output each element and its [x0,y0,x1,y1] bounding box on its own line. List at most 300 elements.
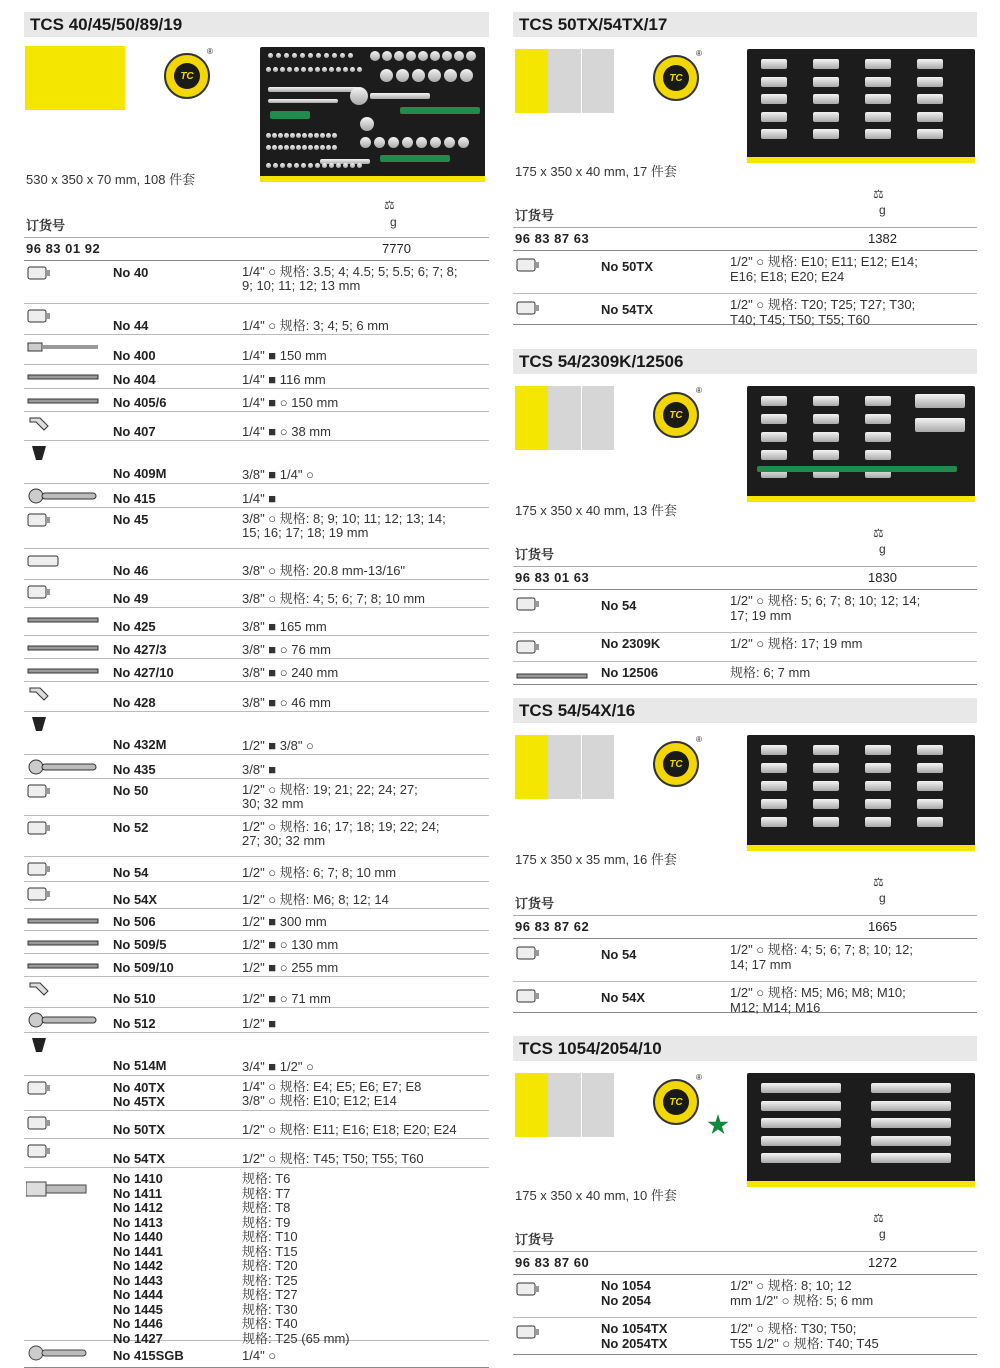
item-spec-2: 17; 19 mm [730,608,792,623]
socket-icon [515,944,591,967]
tool-piece [302,145,307,150]
item-name: No 40TX [113,1080,166,1095]
item-name: No 44 [113,318,149,333]
tool-piece [416,137,427,148]
tool-piece [917,59,943,69]
grey-swatch [548,1073,581,1137]
list-item [24,977,489,1008]
bit-name: No 1411 [113,1185,163,1201]
table-header: ⚖ g 订货号 [513,1209,977,1252]
item-name: No 54 [601,947,637,962]
tool-piece [394,51,404,61]
socket-icon [26,583,102,606]
item-list [24,261,489,1168]
item-name: No 49 [113,591,149,606]
socket-icon [26,782,102,805]
tool-piece [360,117,374,131]
section-title: TCS 54/2309K/12506 [513,349,977,374]
hero: TC ® 175 x 350 x 40 mm, 17 件套 [513,37,977,185]
section-title: TCS 50TX/54TX/17 [513,12,977,37]
item-spec-2: 15; 16; 17; 18; 19 mm [242,525,369,540]
item-name: No 50TX [601,259,654,274]
tool-piece [813,414,839,424]
list-item [24,954,489,977]
bit-spec: 规格: T10 [242,1229,298,1244]
bit-spec: 规格: T20 [242,1258,298,1273]
item-name-2: No 45TX [113,1094,166,1109]
ratchet-icon [26,758,102,781]
dimensions: 175 x 350 x 35 mm, 16 件套 [515,852,677,867]
tool-piece [813,129,839,139]
tool-piece [350,67,355,72]
list-item [513,294,977,325]
tool-piece [301,163,306,168]
item-spec-2: E16; E18; E20; E24 [730,269,845,284]
item-spec: 1/2" ■ ○ 255 mm [242,960,339,975]
list-item [24,659,489,682]
section-title: TCS 54/54X/16 [513,698,977,723]
item-name: No 52 [113,820,149,835]
bit-names [113,1172,163,1346]
tool-piece [370,51,380,61]
bit-spec: 规格: T9 [242,1214,291,1230]
tool-piece [761,781,787,791]
list-item [24,608,489,636]
list-item [24,389,489,412]
item-name: No 427/10 [113,665,174,680]
tool-piece [813,112,839,122]
list-item [24,335,489,365]
socket-icon [26,1079,102,1102]
tool-piece [316,53,321,58]
item-spec: 3/8" ■ [242,762,277,777]
socket-icon [26,307,102,330]
joint-icon [26,415,102,438]
item-name: No 54 [601,598,637,613]
ratchet-icon [26,1344,96,1365]
tool-piece [340,53,345,58]
item-name: No 54X [113,892,158,907]
tool-piece [871,1101,951,1111]
item-spec: 1/4" ■ [242,491,277,506]
tool-piece [266,145,271,150]
item-spec-2: mm 1/2" ○ 规格: 5; 6 mm [730,1293,874,1308]
item-spec: 规格: 6; 7 mm [730,665,811,680]
tool-piece [761,94,787,104]
tool-piece [336,163,341,168]
tool-piece [917,817,943,827]
item-name: No 12506 [601,665,659,680]
tc-system-badge-icon: TC [653,1079,699,1125]
table-header: ⚖ g 订货号 [513,524,977,567]
tc-system-badge-icon: TC [653,741,699,787]
bit-name: No 1445 [113,1301,163,1317]
item-spec: 1/2" ○ 规格: 19; 21; 22; 24; 27; [242,782,418,797]
list-item [24,909,489,931]
yellow-swatch [515,735,548,799]
grey-swatch [582,49,614,113]
item-name-2: No 2054TX [601,1336,668,1351]
tool-piece [308,145,313,150]
item-name: No 409M [113,466,167,481]
bit-spec: 规格: T6 [242,1171,291,1186]
tool-piece [761,817,787,827]
tool-piece [865,396,891,406]
tool-piece [273,67,278,72]
tool-piece [280,67,285,72]
tool-piece [296,145,301,150]
tool-piece [917,112,943,122]
bit-spec: 规格: T7 [242,1185,291,1201]
bit-name: No 1441 [113,1243,163,1259]
item-spec: 1/2" ○ 规格: M5; M6; M8; M10; [730,985,906,1000]
weight-value: 1830 [868,570,897,585]
tc-system-badge-icon: TC [164,53,210,99]
tool-piece [761,432,787,442]
toolset-section [513,12,977,325]
tool-piece [272,133,277,138]
item-spec: 1/2" ■ ○ 71 mm [242,991,331,1006]
tool-piece [428,69,441,82]
item-name-2: No 2054 [601,1293,651,1308]
tool-piece [329,163,334,168]
tool-piece [871,1153,951,1163]
item-name: No 405/6 [113,395,167,410]
list-item [24,1076,489,1111]
item-name: No 415 [113,491,156,506]
adapter-icon [26,444,102,467]
item-spec: 1/2" ■ 300 mm [242,914,327,929]
item-spec: 3/8" ■ ○ 240 mm [242,665,339,680]
tool-piece [761,450,787,460]
tool-piece [871,1136,951,1146]
item-name: No 2309K [601,636,661,651]
item-spec: 1/4" ○ 规格: E4; E5; E6; E7; E8 [242,1079,422,1094]
list-item [24,441,489,484]
tool-piece [865,77,891,87]
tool-piece [284,133,289,138]
item-spec: 3/8" ■ ○ 46 mm [242,695,331,710]
tool-piece [917,94,943,104]
tool-piece [320,133,325,138]
item-name: No 54 [113,865,149,880]
grey-swatch [582,1073,614,1137]
socket-icon [26,860,102,883]
list-item [513,251,977,294]
list-item [24,508,489,549]
tool-piece [402,137,413,148]
toolset-section [513,349,977,685]
list-item [24,549,489,580]
section-title: TCS 40/45/50/89/19 [24,12,489,37]
hero: TC ® 175 x 350 x 40 mm, 10 件套 [513,1061,977,1209]
tool-piece [813,781,839,791]
order-row [513,228,977,251]
tool-piece [761,799,787,809]
socket-icon [26,264,102,287]
list-item [24,882,489,909]
hero: TC ® 530 x 350 x 70 mm, 108 件套 [24,37,489,195]
item-spec: 3/8" ○ 规格: 8; 9; 10; 11; 12; 13; 14; [242,511,446,526]
tool-piece [343,67,348,72]
tool-piece [292,53,297,58]
weight-value: 1382 [868,231,897,246]
tool-piece [329,67,334,72]
item-name: No 40 [113,265,149,280]
list-item [24,931,489,954]
tool-piece [865,763,891,773]
dimensions: 530 x 350 x 70 mm, 108 件套 [26,172,196,187]
item-name: No 509/5 [113,937,167,952]
tool-piece [412,69,425,82]
tc-system-badge-icon: TC [653,55,699,101]
tool-piece [266,133,271,138]
tool-piece [871,1118,951,1128]
list-item [24,857,489,882]
bit-name: No 1443 [113,1272,163,1288]
handle-icon [26,338,102,361]
tool-piece [757,466,957,472]
item-name: No 432M [113,737,167,752]
tool-piece [294,163,299,168]
tool-piece [430,137,441,148]
tool-piece [813,396,839,406]
tool-piece [296,133,301,138]
item-name: No 404 [113,372,156,387]
tool-piece [761,129,787,139]
bit-list-row [24,1168,489,1346]
tool-piece [865,799,891,809]
tool-piece [761,763,787,773]
item-spec: 3/8" ■ ○ 76 mm [242,642,331,657]
tool-piece [284,145,289,150]
item-spec: 1/2" ○ 规格: E11; E16; E18; E20; E24 [242,1122,457,1137]
tool-piece [326,145,331,150]
tool-piece [266,163,271,168]
tool-piece [813,799,839,809]
socket-icon [26,1142,102,1165]
joint-icon [26,685,102,708]
tool-piece [865,817,891,827]
item-name: No 50 [113,783,149,798]
item-name: No 428 [113,695,156,710]
order-row [513,1252,977,1275]
item-spec: 3/8" ○ 规格: 4; 5; 6; 7; 8; 10 mm [242,591,425,606]
bar-icon [26,368,102,391]
bit-spec: 规格: T30 [242,1301,298,1317]
bit-spec: 规格: T15 [242,1243,298,1259]
order-row [513,916,977,939]
order-number-label: 订货号 [515,1232,555,1247]
list-item [24,1139,489,1168]
bit-name: No 1442 [113,1258,163,1273]
list-item [513,982,977,1013]
tool-piece [865,745,891,755]
tool-piece [332,53,337,58]
tool-piece [273,163,278,168]
list-item [24,682,489,712]
tool-piece [374,137,385,148]
item-name: No 54TX [113,1151,166,1166]
item-spec: 1/2" ○ 规格: M6; 8; 12; 14 [242,892,389,907]
tool-piece [466,51,476,61]
bit-spec: 规格: T27 [242,1287,298,1302]
scale-icon: ⚖ [873,526,884,540]
item-spec: 1/2" ○ 规格: E10; E11; E12; E14; [730,254,918,269]
tool-piece [761,112,787,122]
item-spec-2: T55 1/2" ○ 规格: T40; T45 [730,1336,879,1351]
tool-piece [442,51,452,61]
tool-piece [320,145,325,150]
list-item [513,662,977,685]
item-name: No 427/3 [113,642,167,657]
tool-piece [266,67,271,72]
grey-swatch [548,386,581,450]
tool-piece [917,799,943,809]
item-spec: 1/2" ○ 规格: T20; T25; T27; T30; [730,297,916,312]
order-number: 96 83 87 62 [515,919,590,934]
tool-piece [454,51,464,61]
list-item [24,261,489,304]
item-spec: 1/2" ○ 规格: 6; 7; 8; 10 mm [242,865,397,880]
tool-piece [360,137,371,148]
item-spec-2: 14; 17 mm [730,957,792,972]
yellow-swatch [515,1073,548,1137]
item-name: No 509/10 [113,960,174,975]
tool-piece [280,163,285,168]
item-spec: 1/4" ■ 116 mm [242,372,326,387]
list-item [513,633,977,662]
item-spec: 1/2" ○ 规格: 4; 5; 6; 7; 8; 10; 12; [730,942,914,957]
weight-value: 1665 [868,919,897,934]
socket-icon [515,256,591,279]
item-name: No 46 [113,563,149,578]
item-name: No 407 [113,424,156,439]
item-name: No 400 [113,348,156,363]
tool-piece [813,94,839,104]
bar-icon [26,611,102,634]
tool-piece [917,77,943,87]
tool-piece [444,69,457,82]
tool-piece [430,51,440,61]
list-item [513,1318,977,1355]
weight-value: 1272 [868,1255,897,1270]
scale-icon: ⚖ [873,1211,884,1225]
table-header: ⚖ g 订货号 [513,185,977,228]
tool-piece [268,87,358,92]
tool-piece [761,1153,841,1163]
ratchet-icon [26,487,102,510]
tool-piece [350,87,368,105]
item-spec: 1/2" ○ 规格: 16; 17; 18; 19; 22; 24; [242,819,440,834]
item-spec-2: 9; 10; 11; 12; 13 mm [242,278,361,293]
order-number-label: 订货号 [515,547,555,562]
item-spec: 3/8" ■ 165 mm [242,619,327,634]
tool-piece [813,450,839,460]
item-name: No 514M [113,1058,167,1073]
socket-icon [515,299,591,322]
list-item [24,1008,489,1033]
tool-piece [917,129,943,139]
item-spec: 1/2" ○ 规格: T45; T50; T55; T60 [242,1151,424,1166]
tool-piece [865,432,891,442]
bit-name: No 1413 [113,1214,163,1230]
item-spec: 1/2" ○ 规格: 5; 6; 7; 8; 10; 12; 14; [730,593,921,608]
tool-piece [396,69,409,82]
order-number: 96 83 87 63 [515,231,590,246]
tool-piece [761,1101,841,1111]
tool-piece [370,93,430,99]
order-number: 96 83 01 92 [26,241,101,256]
toolset-section [513,1036,977,1355]
list-item [513,1275,977,1318]
list-item [24,304,489,335]
yellow-swatch [515,386,548,450]
bit-name: No 1444 [113,1287,163,1302]
tool-piece [380,155,450,162]
socket-icon [515,667,591,690]
bit-name: No 1440 [113,1229,163,1244]
tool-piece [761,1136,841,1146]
item-name: No 425 [113,619,156,634]
item-spec: 1/2" ○ 规格: T30; T50; [730,1321,857,1336]
section-title: TCS 1054/2054/10 [513,1036,977,1061]
tool-piece [308,53,313,58]
tool-piece [302,133,307,138]
item-spec-2: 27; 30; 32 mm [242,833,326,848]
tool-piece [406,51,416,61]
tool-piece [761,1118,841,1128]
item-spec: 1/4" ■ ○ 150 mm [242,395,339,410]
toolset-tray-image [260,47,485,182]
tool-piece [761,414,787,424]
table-header: ⚖ g 订货号 [24,195,489,238]
hero: TC ® 175 x 350 x 35 mm, 16 件套 [513,723,977,873]
socket-icon [26,511,102,534]
bit-name: No 1427 [113,1330,163,1346]
list-item [24,755,489,779]
item-spec: 1/4" ○ 规格: 3.5; 4; 4.5; 5; 5.5; 6; 7; 8; [242,264,458,279]
item-spec-2: 30; 32 mm [242,796,304,811]
item-spec: 3/4" ■ 1/2" ○ [242,1059,314,1074]
tool-piece [865,112,891,122]
order-number: 96 83 01 63 [515,570,590,585]
tool-piece [308,133,313,138]
tool-piece [270,111,310,119]
order-number: 96 83 87 60 [515,1255,590,1270]
joint-icon [26,980,102,1003]
grey-swatch [548,49,581,113]
socket-icon [515,1280,591,1303]
long-icon [26,552,102,575]
grey-swatch [582,735,614,799]
hero: TC ® 175 x 350 x 40 mm, 13 件套 [513,374,977,524]
tool-piece [865,414,891,424]
tool-piece [336,67,341,72]
tool-piece [332,133,337,138]
tool-piece [871,1083,951,1093]
toolset-section [513,698,977,1013]
tool-piece [343,163,348,168]
weight-value: 7770 [382,241,411,256]
list-item [513,939,977,982]
socket-icon [515,987,591,1010]
tool-piece [761,396,787,406]
list-item: No 415SGB 1/4" ○ [24,1341,489,1368]
item-name: No 54TX [601,302,654,317]
item-spec: 1/4" ■ ○ 38 mm [242,424,331,439]
bit-spec: 规格: T8 [242,1200,291,1215]
